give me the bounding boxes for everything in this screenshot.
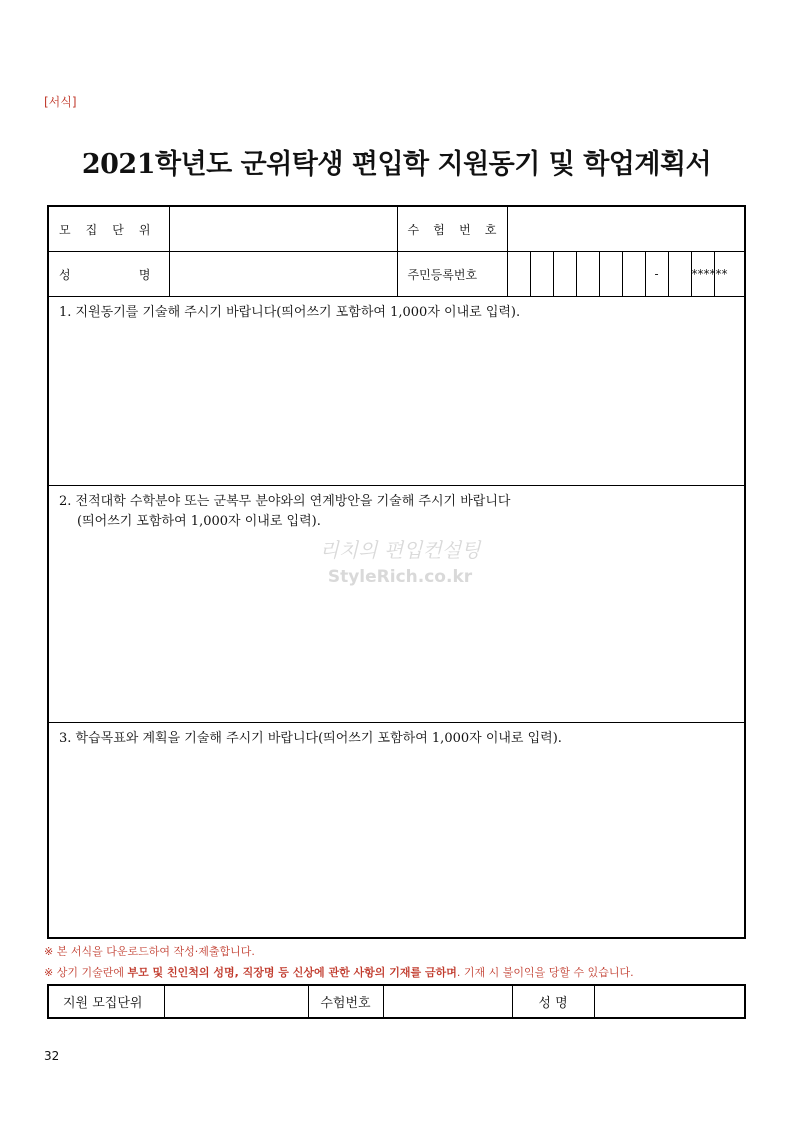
watermark-line1: 리치의 편입컨설팅 (319, 538, 481, 562)
rrn-digit-cell[interactable] (576, 252, 599, 297)
footer-name-field[interactable] (594, 985, 745, 1018)
page-number: 32 (44, 1049, 60, 1063)
footer-name-label: 성 명 (512, 985, 594, 1018)
rrn-digit-cell[interactable] (668, 252, 691, 297)
rrn-digit-cell[interactable] (622, 252, 645, 297)
rrn-digit-cell[interactable] (553, 252, 576, 297)
recruit-unit-label: 모 집 단 위 (48, 206, 169, 252)
rrn-label: 주민등록번호 (397, 252, 507, 297)
question-3-box[interactable] (48, 723, 745, 939)
note-restriction-a: ※ 상기 기술란에 (44, 966, 128, 979)
note-download: ※ 본 서식을 다운로드하여 작성·제출합니다. (44, 945, 255, 958)
rrn-mask: ****** (691, 252, 714, 297)
footer-exam-number-label: 수험번호 (308, 985, 383, 1018)
question-1-box[interactable] (48, 297, 745, 486)
question-2-text-cont: (띄어쓰기 포함하여 1,000자 이내로 입력). (77, 514, 321, 529)
note-restriction-c: . 기재 시 불이익을 당할 수 있습니다. (456, 966, 634, 979)
question-2-box[interactable] (48, 486, 745, 723)
rrn-digit-cell[interactable] (599, 252, 622, 297)
question-2-text: 2. 전적대학 수학분야 또는 군복무 분야와의 연계방안을 기술해 주시기 바랍니다 (59, 494, 511, 509)
rrn-digit-cell[interactable] (507, 252, 530, 297)
exam-number-label: 수 험 번 호 (397, 206, 507, 252)
exam-number-field[interactable] (507, 206, 745, 252)
recruit-unit-field[interactable] (169, 206, 397, 252)
footer-exam-number-field[interactable] (383, 985, 512, 1018)
name-label: 성 명 (48, 252, 169, 297)
rrn-digit-cell[interactable] (530, 252, 553, 297)
note-restriction-bold: 부모 및 친인척의 성명, 직장명 등 신상에 관한 사항의 기재를 금하며 (127, 966, 457, 979)
question-1-text: 1. 지원동기를 기술해 주시기 바랍니다(띄어쓰기 포함하여 1,000자 이내로 입력). (59, 305, 521, 320)
form-tag: [서식] (44, 95, 77, 109)
footer-unit-label: 지원 모집단위 (48, 985, 164, 1018)
watermark (300, 534, 500, 587)
question-3-text: 3. 학습목표와 계획을 기술해 주시기 바랍니다(띄어쓰기 포함하여 1,000자 이내로 입력). (59, 731, 562, 746)
footer-table (47, 984, 746, 1019)
footer-unit-field[interactable] (164, 985, 308, 1018)
watermark-line2: StyleRich.co.kr (327, 567, 473, 587)
rrn-dash: - (645, 252, 668, 297)
page-title: 2021학년도 군위탁생 편입학 지원동기 및 학업계획서 (81, 149, 712, 180)
name-field[interactable] (169, 252, 397, 297)
note-restriction (44, 964, 634, 980)
